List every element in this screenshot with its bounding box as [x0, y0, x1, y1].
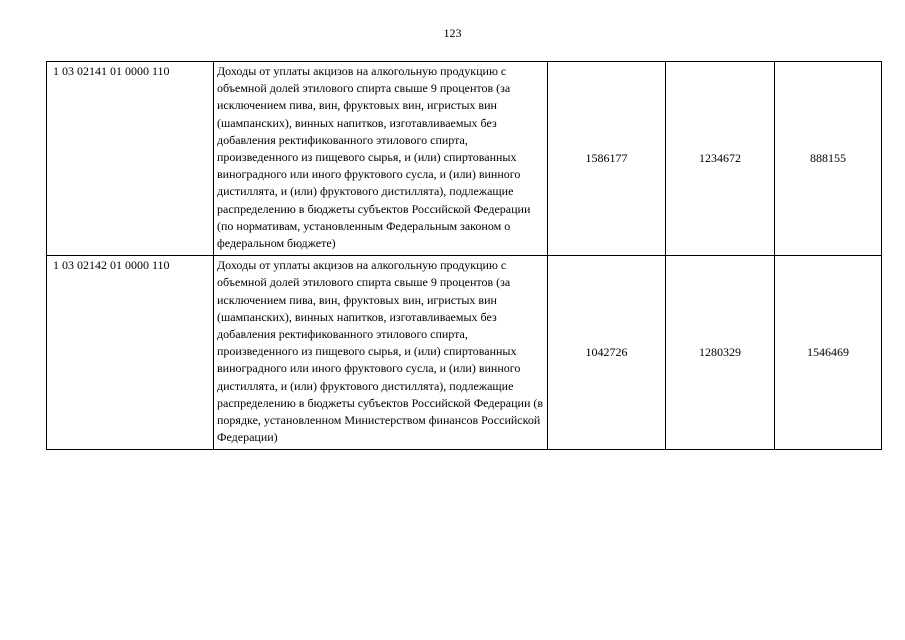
table-row — [47, 62, 882, 256]
budget-revenue-table — [46, 61, 882, 450]
table-row — [47, 256, 882, 450]
revenue-description: Доходы от уплаты акцизов на алкогольную продукцию с объемной долей этилового спирта свыше 9 процентов (за исключением пива, вин, фруктовых вин, игристых вин (шампанских), винных напитков, изготавливаемых без добавления ректификованного этилового спирта, произведенного из пищевого сырья, и (или) спиртованных виноградного или иного фруктового сусла, и (или) винного дистиллята, и (или) фруктового дистиллята), подлежащие распределению в бюджеты субъектов Российской Федерации (в порядке, установленном Министерством финансов Российской Федерации) — [214, 256, 548, 450]
revenue-description: Доходы от уплаты акцизов на алкогольную продукцию с объемной долей этилового спирта свыше 9 процентов (за исключением пива, вин, фруктовых вин, игристых вин (шампанских), винных напитков, изготавливаемых без добавления ректификованного этилового спирта, произведенного из пищевого сырья, и (или) спиртованных виноградного или иного фруктового сусла, и (или) винного дистиллята, и (или) фруктового дистиллята), подлежащие распределению в бюджеты субъектов Российской Федерации (по нормативам, установленным Федеральным законом о федеральном бюджете) — [214, 62, 548, 256]
value-year-2: 1234672 — [666, 62, 775, 256]
value-year-1: 1586177 — [548, 62, 666, 256]
value-year-1: 1042726 — [548, 256, 666, 450]
revenue-code: 1 03 02142 01 0000 110 — [47, 256, 214, 450]
value-year-3: 888155 — [775, 62, 882, 256]
page-number: 123 — [443, 26, 462, 40]
value-year-3: 1546469 — [775, 256, 882, 450]
revenue-code: 1 03 02141 01 0000 110 — [47, 62, 214, 256]
value-year-2: 1280329 — [666, 256, 775, 450]
